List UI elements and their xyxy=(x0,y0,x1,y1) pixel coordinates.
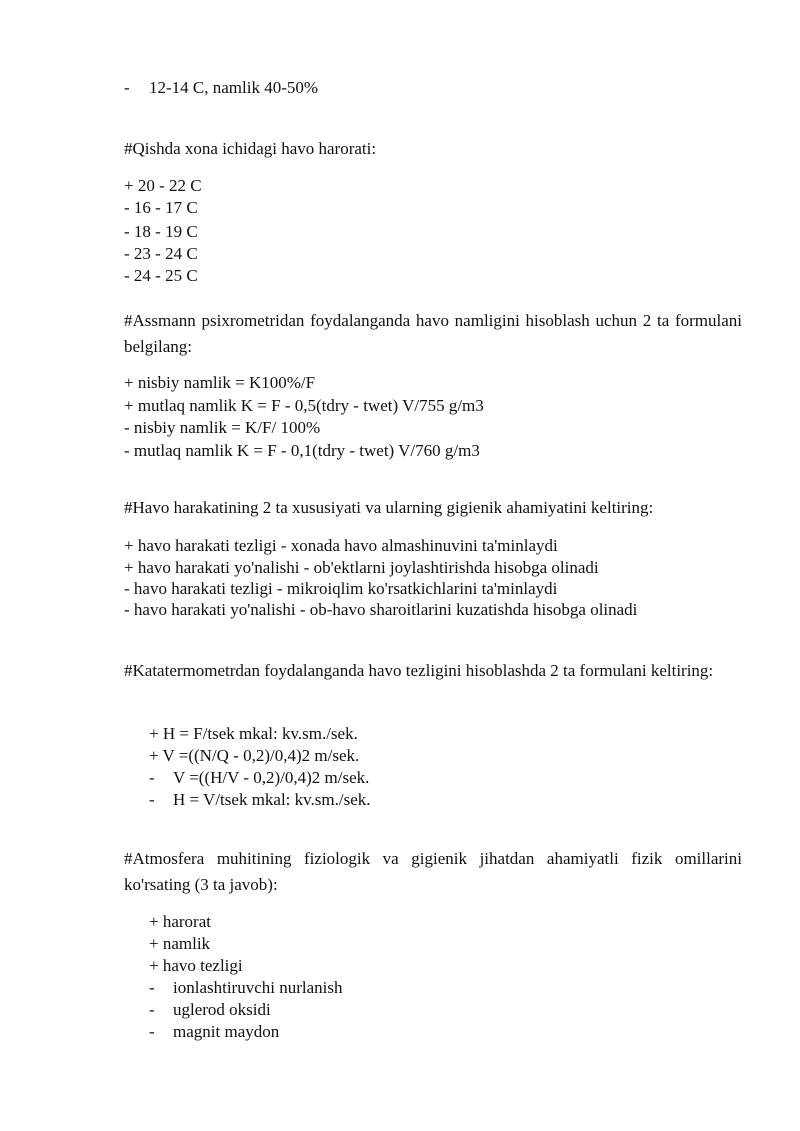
question-2: #Assmann psixrometridan foydalanganda havo namligini hisoblash uchun 2 ta formulani belgilang: xyxy=(124,311,742,356)
dash-marker: - xyxy=(149,978,155,997)
answer-option: + havo tezligi xyxy=(149,956,243,975)
answer-option: + namlik xyxy=(149,934,211,953)
question-1: #Qishda xona ichidagi havo harorati: xyxy=(124,139,377,158)
answer-option: + nisbiy namlik = K100%/F xyxy=(124,373,316,392)
answer-option: + H = F/tsek mkal: kv.sm./sek. xyxy=(149,724,358,743)
answer-option: - nisbiy namlik = K/F/ 100% xyxy=(124,418,321,437)
answer-option: H = V/tsek mkal: kv.sm./sek. xyxy=(173,790,371,809)
question-3: #Havo harakatining 2 ta xususiyati va ularning gigienik ahamiyatini keltiring: xyxy=(124,498,654,517)
answer-option: ionlashtiruvchi nurlanish xyxy=(173,978,343,997)
answer-option: + V =((N/Q - 0,2)/0,4)2 m/sek. xyxy=(149,746,360,765)
answer-option: magnit maydon xyxy=(173,1022,280,1041)
answer-option: + havo harakati yo'nalishi - ob'ektlarni joylashtirishda hisobga olinadi xyxy=(124,558,599,577)
answer-option: - mutlaq namlik K = F - 0,1(tdry - twet) V/760 g/m3 xyxy=(124,441,480,460)
answer-option: V =((H/V - 0,2)/0,4)2 m/sek. xyxy=(173,768,370,787)
question-5: #Atmosfera muhitining fiziologik va gigienik jihatdan ahamiyatli fizik omillarini ko'rsating (3 ta javob): xyxy=(124,849,742,894)
answer-option: + harorat xyxy=(149,912,211,931)
answer-option: - 18 - 19 C xyxy=(124,222,198,241)
dash-marker: - xyxy=(149,1000,155,1019)
answer-option: - 23 - 24 C xyxy=(124,244,198,263)
dash-marker: - xyxy=(149,790,155,809)
dash-marker: - xyxy=(149,768,155,787)
question-4: #Katatermometrdan foydalanganda havo tezligini hisoblashda 2 ta formulani keltiring: xyxy=(124,661,714,680)
answer-option: - 24 - 25 C xyxy=(124,266,198,285)
answer-option: uglerod oksidi xyxy=(173,1000,271,1019)
answer-option: + mutlaq namlik K = F - 0,5(tdry - twet) V/755 g/m3 xyxy=(124,396,484,415)
dash-marker: - xyxy=(149,1022,155,1041)
answer-option: + 20 - 22 C xyxy=(124,176,202,195)
answer-option: + havo harakati tezligi - xonada havo almashinuvini ta'minlaydi xyxy=(124,536,558,555)
question-2-line-1 xyxy=(124,308,742,360)
answer-option: - 16 - 17 C xyxy=(124,198,198,217)
answer-option: - havo harakati tezligi - mikroiqlim ko'rsatkichlarini ta'minlaydi xyxy=(124,579,558,598)
top-line-text: 12-14 C, namlik 40-50% xyxy=(149,78,319,97)
answer-option: - havo harakati yo'nalishi - ob-havo sharoitlarini kuzatishda hisobga olinadi xyxy=(124,600,638,619)
top-line-marker: - xyxy=(124,78,130,97)
